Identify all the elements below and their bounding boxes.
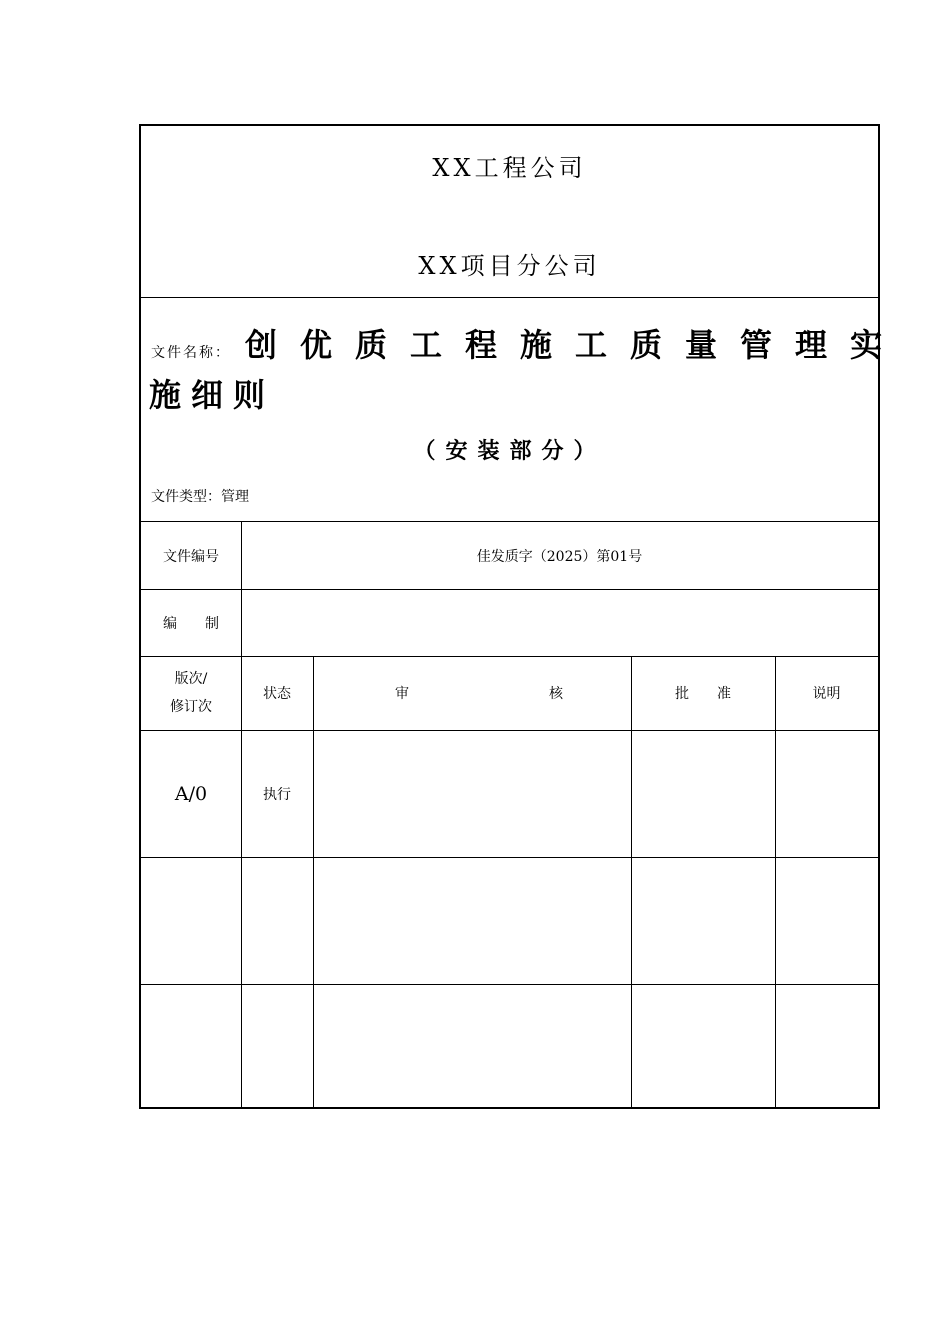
file-number-label: 文件编号 <box>163 548 219 565</box>
company-name: XX工程公司 <box>432 154 587 182</box>
version-header-line1: 版次/ <box>174 671 208 687</box>
row2-review <box>313 857 631 984</box>
document-title-line2: 施细则 <box>149 376 276 414</box>
row1-notes <box>775 730 878 857</box>
row3-status <box>241 984 313 1109</box>
document-title-line1: 创优质工程施工质量管理实 <box>245 326 906 364</box>
review-header <box>313 656 631 730</box>
compile-value <box>241 589 878 656</box>
review-header-char1: 审 <box>395 686 409 702</box>
row3-review <box>313 984 631 1109</box>
notes-header: 说明 <box>812 686 841 702</box>
row2-notes <box>775 857 878 984</box>
row3-approve <box>631 984 775 1109</box>
row1-status: 执行 <box>263 786 291 803</box>
file-name-label: 文件名称： <box>151 345 231 361</box>
file-type-label: 文件类型： <box>151 489 221 505</box>
row2-status <box>241 857 313 984</box>
file-number-value: 佳发质字（2025）第01号 <box>476 548 643 565</box>
row1-approve <box>631 730 775 857</box>
row1-version: A/0 <box>174 782 208 805</box>
version-header-line2: 修订次 <box>170 699 212 715</box>
file-type <box>151 486 249 506</box>
status-header: 状态 <box>263 686 291 702</box>
branch-name: XX项目分公司 <box>418 252 601 280</box>
document-subtitle: （安装部分） <box>413 438 606 464</box>
row2-approve <box>631 857 775 984</box>
document-frame <box>139 124 906 1109</box>
approve-header: 批 准 <box>675 686 731 702</box>
file-type-value: 管理 <box>221 489 249 505</box>
row1-review <box>313 730 631 857</box>
company-header <box>141 126 878 298</box>
version-header <box>141 656 241 730</box>
row3-notes <box>775 984 878 1109</box>
title-block <box>141 298 906 522</box>
review-header-char2: 核 <box>549 686 563 702</box>
row3-version <box>141 984 241 1109</box>
compile-label: 编 制 <box>163 615 219 632</box>
row2-version <box>141 857 241 984</box>
